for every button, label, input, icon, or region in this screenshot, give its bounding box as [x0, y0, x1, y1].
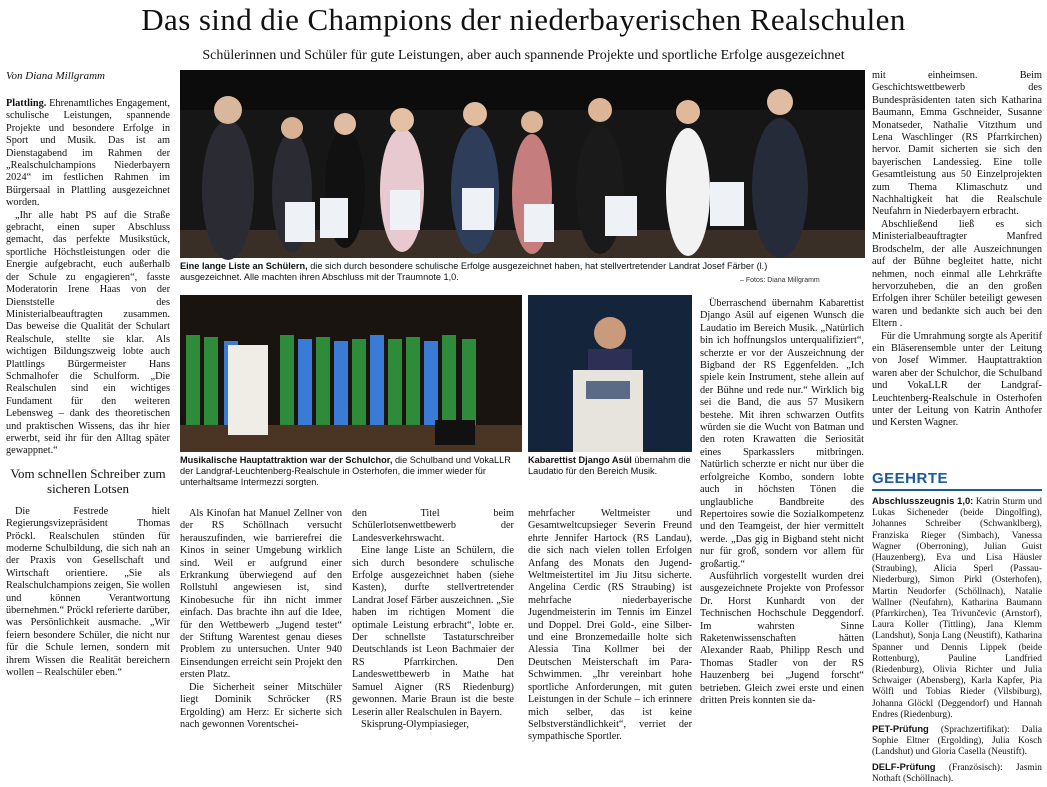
dateline: Plattling. [6, 98, 47, 109]
honorees-entry: Abschlusszeugnis 1,0: Katrin Sturm und Lukas Sicheneder (beide Dingolfing), Johannes Schreiber (Schwanklberg), Franziska Rieger (Simbach), Vanessa Wagner (Oberroning), Julian Guist (Hauzenberg), Eva und Lisa Häusler (Straubing), Alicia Sperl (Passau-Niederburg), Simon Pirkl (Osterhofen), Martin Neudorfer (Schöllnach), Natalie Wallner (Neufahrn), Katharina Baumann (Pfarrkirchen), Tea Trivunčevic (Arnstorf), Laura Koller (Tittling), Jana Klemm (Landshut), Sonja Lang (Neustift), Katharina Spanner und Dennis Lippek (beide Rottenburg), Pauline Landfried (Riedenburg), Olivia Richter und Julia Schwaiger (Abensberg), Karla Kapfer, Pia Wölfl und Tobias Rieder (Vilsbiburg), Johanna Glöckl (Deggendorf) und Hannah Endres (Riedenburg). [872, 495, 1042, 720]
paragraph: Die Sicherheit seiner Mitschüler liegt Dominik Schröcker (RS Ergolding) am Herz: Er sicherte sich nach gewonnen Vorentschei- [180, 681, 342, 730]
honorees-box [872, 470, 1042, 787]
article-column-1 [6, 98, 170, 679]
paragraph: Die Festrede hielt Regierungsvizepräsident Thomas Pröckl. Realschulen stünden für moderne Schulbildung, die sich nah an der Praxis von Gesellschaft und Wirtschaft orientiere. „Sie als Realschulchampions zeigen, Sie wollen und können Verantwortung übernehmen.“ Pröckl referierte darüber, was Persönlichkeit ausmache. „Wir feiern besondere Schüler, die nicht nur für die Schule lernen, sondern mit ihrem Wissen die Realität bereichern wollen – Realschüler eben.“ [6, 505, 170, 679]
main-photo-award-ceremony [180, 70, 865, 258]
box-divider [872, 489, 1042, 491]
section-subhead: Vom schnellen Schreiber zum sicheren Lotsen [10, 465, 166, 496]
subheadline: Schülerinnen und Schüler für gute Leistungen, aber auch spannende Projekte und sportliche Erfolge ausgezeichnet [202, 48, 845, 63]
paragraph: Abschließend ließ es sich Ministerialbeauftragter Manfred Brodschelm, der alle Auszeichnungen auf der Bühne begleitet hatte, nicht nehmen, noch einmal alle Lehrkräfte hervorzuheben, die an den großen Erfolgen ihrer Schüler beteiligt gewesen waren und bedankte sich auch bei den Eltern . [872, 218, 1042, 330]
choir-photo [180, 295, 522, 452]
article-column-4 [528, 508, 692, 744]
paragraph: Als Kinofan hat Manuel Zellner von der RS Schöllnach versucht herauszufinden, wie barrierefrei die Kinos in seiner Umgebung wirklich sind. Weil er aufgrund einer Erkrankung überwiegend auf den Rollstuhl angewiesen ist, sind Kinobesuche für ihn nicht immer einfach. Das brachte ihn auf die Idee, für den Wettbewerb „Jugend testet“ der Stiftung Warentest genau dieses Problem zu untersuchen. Unter 940 Einsendungen erreicht sein Projekt den ersten Platz. [180, 508, 342, 681]
main-photo-caption: Eine lange Liste an Schülern, die sich durch besondere schulische Erfolge ausgezeichnet haben, hat stellvertretender Landrat Josef Färber (l.) ausgezeichnet. Alle machten ihren Abschluss mit der Traumnote 1,0. [180, 261, 768, 282]
paragraph: Für die Umrahmung sorgte als Aperitif ein Bläserensemble unter der Leitung von Josef Wimmer. Hauptattraktion waren aber der Schulchor, die Schulband und VokaLLR der Landgraf-Leuchtenberg-Realschule in Osterhofen unter der Leitung von Katrin Anthofer und Kersten Wagner. [872, 330, 1042, 429]
paragraph: Eine lange Liste an Schülern, die sich durch besondere schulische Erfolge ausgezeichnet haben (siehe Kasten), durfte stellvertretender Landrat Josef Färber auszeichnen. „Sie haben im richtigen Moment die optimale Leistung erbracht“, lobte er. Der schnellste Tastaturschreiber Deutschlands ist Leon Bachmaier der RS Pfarrkirchen. Den Landeswettbewerb in Mathe hat Samuel Aigner (RS Riedenburg) gewonnen. Marie Braun ist die beste Leserin aller Realschulen in Bayern. [352, 545, 514, 718]
article-column-5 [700, 298, 864, 707]
paragraph: mit einheimsen. Beim Geschichtswettbewerb des Bundespräsidenten taten sich Katharina Baumann, Emma Gschneider, Susanne Monatseder, Nathalie Vitzthum und Lena Waschlinger (RS Pfarrkirchen) hervor. Damit sicherten sie sich den bayerischen Landessieg. Eine tolle Gesamtleistung aus 50 Einzelprojekten zum Thema Klimaschutz und Nachhaltigkeit hat die Realschule Neufahrn in Niederbayern erbracht. [872, 70, 1042, 218]
paragraph: Überraschend übernahm Kabarettist Django Asül auf eigenen Wunsch die Laudatio im Bereich Musik. „Natürlich bin ich hoffnungslos unterqualifiziert“, scherzte er vor der Auszeichnung der Bigband der RS Eggenfelden. „Ich spiele kein Instrument, stehe allein auf der Bühne und rede nur.“ Wirklich big sei die Band, die aus 57 Musikern bestehe. Mit ihren schwarzen Outfits würden sie die Wucht von Batman und den roten Krawatten die Seriosität eines Sparkasslers mitbringen. Natürlich scherzte er nicht nur über die erfolgreiche Kombo, sondern lobte auch in höchsten Tönen die unglaubliche Bandbreite des Repertoires sowie die Sozialkompetenz und den Teamgeist, der hier vermittelt werde. „Das gig in Bigband steht nicht nur für groß, sondern vor allem für großartig.“ [700, 298, 864, 570]
paragraph: Ehrenamtliches Engagement, schulische Leistungen, spannende Projekte und besondere Erfolge in Sport und Musik. Das ist am Dienstagabend im Rahmen der „Realschulchampions Niederbayern 2024“ im festlichen Rahmen im Bürgersaal in Plattling ausgezeichnet worden. [6, 98, 170, 209]
paragraph: „Ihr alle habt PS auf die Straße gebracht, einen super Abschluss gemacht, das perfekte Musikstück, sportliche Höchstleistungen oder die Energie aufgebracht, euch außerhalb der Schule zu engagieren“, fasste Moderatorin Irene Haas von der Dienststelle des Ministerialbeauftragten zusammen. Das beweise die Qualität der Schulart Realschule, stellte sie klar. Als wichtigen Bildungszweig lobte auch Plattlings Bürgermeister Hans Schmalhofer die Schulform. „Die Realschulen sind ein wichtiges Fundament für den weiteren Lebensweg – dank des theoretischen und praktischen Wissens, das ihr hier erwerbt, seid ihr für den Alltag später gewappnet.“ [6, 209, 170, 457]
paragraph: Skisprung-Olympiasieger, [361, 718, 469, 730]
photo-credit: – Fotos: Diana Millgramm [740, 277, 820, 284]
choir-photo-caption: Musikalische Hauptattraktion war der Schulchor, die Schulband und VokaLLR der Landgraf-Leuchtenberg-Realschule in Osterhofen, die immer wieder für unterhaltsame Intermezzi sorgten. [180, 455, 511, 487]
paragraph: mehrfacher Weltmeister und Gesamtweltcupsieger Severin Freund ehrte Jennifer Hartock (RS Landau), die sich nach vielen tollen Erfolgen Anfang des Monats den Jugend-Weltmeistertitel im Jiu Jitsu sicherte. Angelina Cerdic (RS Straubing) ist mehrfache niederbayerische Jugendmeisterin im Tennis im Einzel und Doppel. Drei Gold-, eine Silber- und eine Bronzemedaille holte sich Alessia Tina Kollmer bei der Deutschen Meisterschaft im Para-Schwimmen. „Ihr vereinbart hohe sportliche Anforderungen, mit guten Leistungen in der Schule – ich erinnere mich selber, das ist keine Selbstverständlichkeit“, verriet der sympathische Sportler. [528, 508, 692, 743]
speaker-photo [528, 295, 692, 452]
paragraph: Ausführlich vorgestellt wurden drei ausgezeichnete Projekte von Professor Dr. Horst Kunhardt von der Technischen Hochschule Deggendorf. Im wahrsten Sinne Raketenwissenschaften hätten Alexander Raab, Philipp Resch und Thomas Stadler von der RS Hauzenberg bei „Jugend forscht“ betrieben. Gleich zwei erste und einen dritten Preis konnten sie da- [700, 570, 864, 706]
honorees-entry: DELF-Prüfung (Französisch): Jasmin Nothaft (Schöllnach). [872, 760, 1042, 784]
honorees-box-title: GEEHRTE [872, 470, 949, 487]
byline: Von Diana Millgramm [6, 70, 105, 82]
article-column-2 [180, 508, 342, 731]
headline: Das sind die Champions der niederbayerischen Realschulen [141, 2, 906, 37]
article-column-3 [352, 508, 514, 731]
article-column-6 [872, 70, 1042, 430]
honorees-entry: PET-Prüfung (Sprachzertifikat): Dalia Sophie Eltner (Ergolding), Julia Kosch (Landshut) und Gloria Casella (Neustift). [872, 723, 1042, 758]
speaker-photo-caption: Kabarettist Django Asül übernahm die Laudatio für den Bereich Musik. [528, 455, 691, 476]
paragraph: den Titel beim Schülerlotsenwettbewerb der Landesverkehrswacht. [352, 508, 514, 544]
